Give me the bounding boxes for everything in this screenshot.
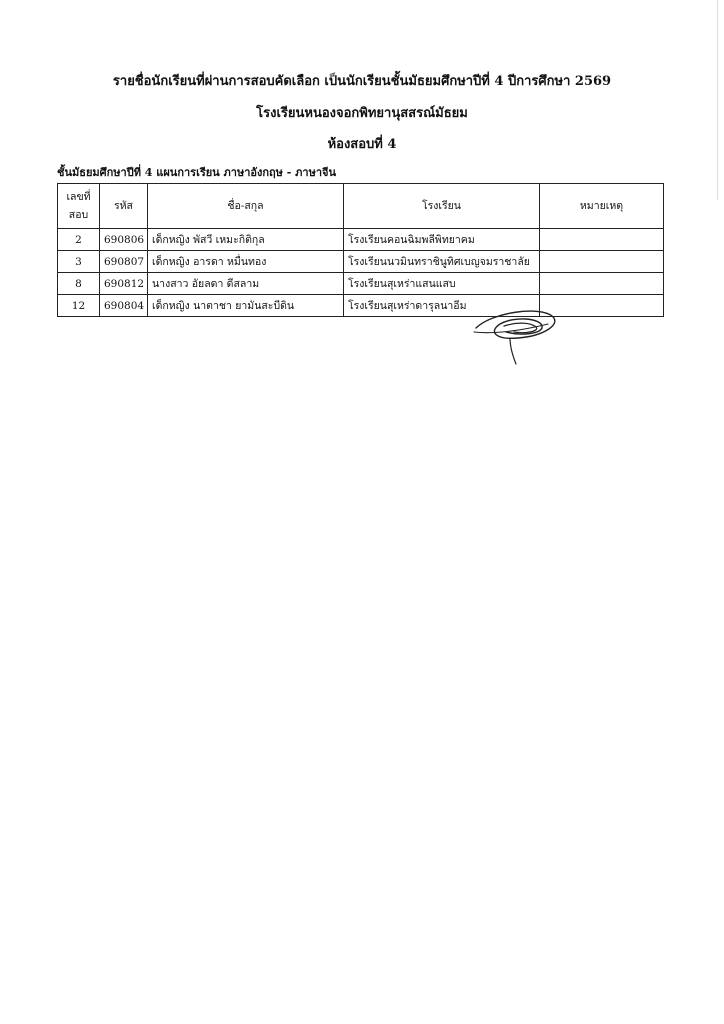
cell-code: 690812 xyxy=(100,273,148,295)
cell-seat: 3 xyxy=(58,251,100,273)
cell-school: โรงเรียนนวมินทราชินูทิศเบญจมราชาลัย xyxy=(344,251,540,273)
cell-name: เด็กหญิง อารดา หมื่นทอง xyxy=(148,251,344,273)
header-seat xyxy=(58,184,100,229)
program-subtitle: ชั้นมัธยมศึกษาปีที่ 4 แผนการเรียน ภาษาอังกฤษ - ภาษาจีน xyxy=(57,166,336,179)
exam-room-title: ห้องสอบที่ 4 xyxy=(327,137,397,152)
page-title: รายชื่อนักเรียนที่ผ่านการสอบคัดเลือก เป็นนักเรียนชั้นมัธยมศึกษาปีที่ 4 ปีการศึกษา 2569 xyxy=(112,74,612,89)
header-seat-line2: สอบ xyxy=(68,209,89,221)
table-row xyxy=(58,273,664,295)
school-title: โรงเรียนหนองจอกพิทยานุสสรณ์มัธยม xyxy=(256,106,468,121)
cell-school: โรงเรียนสุเหร่าดารุลนาอีม xyxy=(344,295,540,317)
header-school: โรงเรียน xyxy=(344,184,540,229)
cell-code: 690806 xyxy=(100,229,148,251)
student-table xyxy=(57,183,664,317)
header-note: หมายเหตุ xyxy=(540,184,664,229)
table-row xyxy=(58,295,664,317)
cell-note xyxy=(540,229,664,251)
table-header-row xyxy=(58,184,664,229)
cell-name: นางสาว อัยลดา ดีสลาม xyxy=(148,273,344,295)
scan-edge-line xyxy=(717,0,718,200)
table-row xyxy=(58,251,664,273)
signature-mark xyxy=(470,302,570,368)
cell-name: เด็กหญิง นาตาชา ยามันสะบีดิน xyxy=(148,295,344,317)
cell-note xyxy=(540,251,664,273)
cell-code: 690804 xyxy=(100,295,148,317)
cell-code: 690807 xyxy=(100,251,148,273)
table-row xyxy=(58,229,664,251)
cell-seat: 8 xyxy=(58,273,100,295)
cell-school: โรงเรียนสุเหร่าแสนแสบ xyxy=(344,273,540,295)
cell-seat: 2 xyxy=(58,229,100,251)
cell-school: โรงเรียนคอนฉิมพลีพิทยาคม xyxy=(344,229,540,251)
header-code: รหัส xyxy=(100,184,148,229)
cell-seat: 12 xyxy=(58,295,100,317)
cell-note xyxy=(540,273,664,295)
header-name: ชื่อ-สกุล xyxy=(148,184,344,229)
cell-name: เด็กหญิง พัสวี เหมะกิติกุล xyxy=(148,229,344,251)
header-seat-line1: เลขที่ xyxy=(66,191,91,203)
